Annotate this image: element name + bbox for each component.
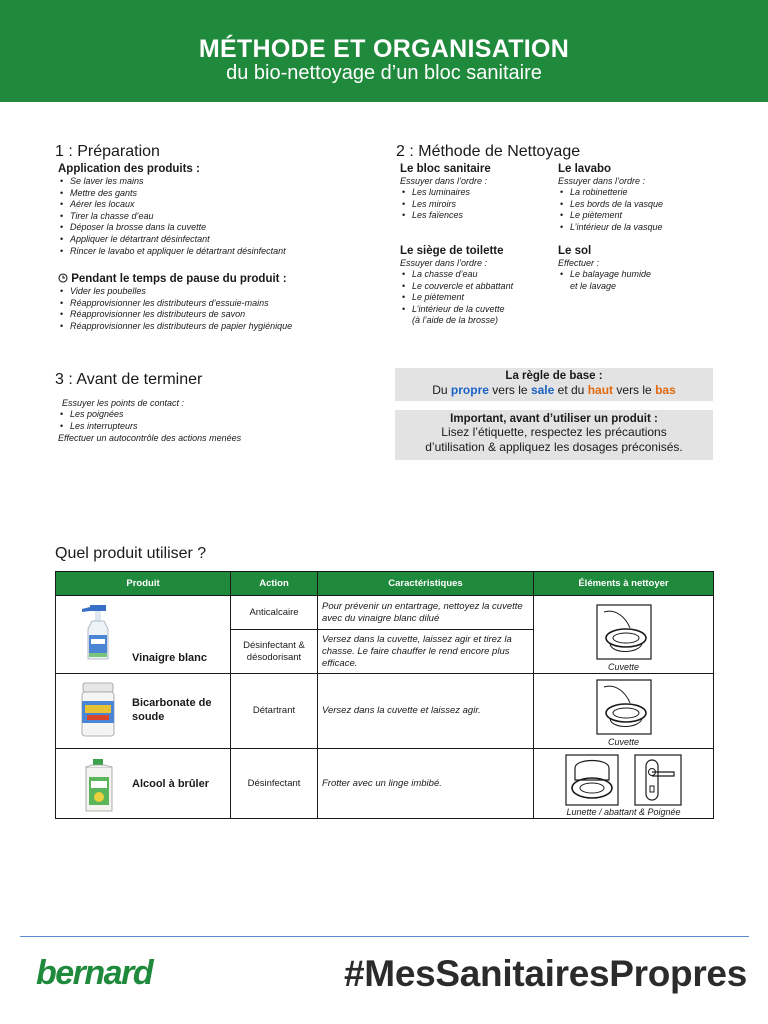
table-title: Quel produit utiliser ?: [55, 545, 207, 562]
action-cell: Désinfectant & désodorisant: [231, 630, 318, 674]
table-row: [56, 596, 714, 630]
products-table: [55, 571, 714, 819]
list-item: • Mettre des gants: [58, 188, 358, 200]
list-item: • La robinetterie: [558, 187, 718, 199]
product-cell: [56, 674, 231, 749]
list-item: • Réapprovisionner les distributeurs d’essuie-mains: [58, 298, 358, 310]
table-row: [56, 674, 714, 749]
important-line2: d’utilisation & appliquez les dosages préconisés.: [425, 440, 683, 454]
column-header: Action: [231, 572, 318, 596]
characteristics-cell: Versez dans la cuvette, laissez agir et tirez la chasse. Le faire chauffer le rend encore plus efficace.: [318, 630, 534, 674]
list-item: • Les miroirs: [400, 199, 550, 211]
page-subtitle: du bio-nettoyage d’un bloc sanitaire: [226, 62, 542, 84]
bloc-list: [400, 187, 550, 222]
list-item: • Tirer la chasse d’eau: [58, 211, 358, 223]
list-item: • Le balayage humide et le lavage: [558, 269, 718, 292]
siege-note: (à l’aide de la brosse): [412, 315, 499, 326]
list-item: • L’intérieur de la vasque: [558, 222, 718, 234]
list-item: • Les bords de la vasque: [558, 199, 718, 211]
list-item: • Déposer la brosse dans la cuvette: [58, 222, 358, 234]
element-cell: [534, 596, 714, 674]
table-row: [56, 749, 714, 819]
list-item: • La chasse d’eau: [400, 269, 550, 281]
product-name: Bicarbonate de soude: [132, 697, 212, 723]
list-item: • Rincer le lavabo et appliquer le détartrant désinfectant: [58, 246, 358, 258]
important-title: Important, avant d’utiliser un produit :: [450, 413, 658, 425]
footer-divider: [20, 936, 749, 937]
rule-title: La règle de base :: [505, 370, 603, 382]
column-header: Produit: [56, 572, 231, 596]
toilet-bowl-icon: [596, 604, 652, 660]
list-item: • Se laver les mains: [58, 176, 358, 188]
product-cell: [56, 749, 231, 819]
pause-title: Pendant le temps de pause du produit :: [71, 273, 287, 285]
alcohol-bottle-icon: [80, 757, 118, 813]
lavabo-title: Le lavabo: [558, 163, 612, 175]
characteristics-cell: Pour prévenir un entartrage, nettoyez la cuvette avec du vinaigre blanc dilué: [318, 596, 534, 630]
list-item: • Aérer les locaux: [58, 199, 358, 211]
list-item: • Vider les poubelles: [58, 286, 358, 298]
bloc-intro: Essuyer dans l’ordre :: [400, 176, 488, 186]
vinegar-bottle-icon: [80, 603, 120, 663]
bicarbonate-jar-icon: [78, 681, 118, 739]
door-handle-icon: [634, 754, 682, 806]
section3-footer: Effectuer un autocontrôle des actions menées: [58, 433, 242, 443]
lavabo-intro: Essuyer dans l’ordre :: [558, 176, 646, 186]
list-item: • Les luminaires: [400, 187, 550, 199]
toilet-seat-icon: [565, 754, 619, 806]
sol-intro: Effectuer :: [558, 258, 600, 268]
action-cell: Détartrant: [231, 674, 318, 749]
product-name: Vinaigre blanc: [132, 652, 207, 664]
hashtag: #MesSanitairesPropres: [344, 953, 747, 994]
toilet-bowl-icon: [596, 679, 652, 735]
application-list: [58, 176, 358, 257]
bloc-title: Le bloc sanitaire: [400, 163, 491, 175]
characteristics-cell: Frotter avec un linge imbibé.: [318, 749, 534, 819]
section3-list: [58, 409, 308, 432]
important-box: [395, 410, 713, 460]
section2-title: 2 : Méthode de Nettoyage: [396, 143, 581, 160]
section1-title: 1 : Préparation: [55, 143, 160, 160]
element-label: Lunette / abattant & Poignée: [566, 807, 681, 817]
element-label: Cuvette: [607, 661, 640, 672]
siege-title: Le siège de toilette: [400, 245, 504, 257]
rule-text: Du propre vers le sale et du haut vers le bas: [432, 383, 676, 397]
list-item: • Les interrupteurs: [58, 421, 308, 433]
siege-intro: Essuyer dans l’ordre :: [400, 258, 488, 268]
list-item: • Le piètement: [400, 292, 550, 304]
list-item: • Les poignées: [58, 409, 308, 421]
list-item: • Réapprovisionner les distributeurs de papier hygiénique: [58, 321, 358, 333]
characteristics-cell: Versez dans la cuvette et laissez agir.: [318, 674, 534, 749]
list-item: • Appliquer le détartrant désinfectant: [58, 234, 358, 246]
pause-heading: [58, 273, 287, 285]
pause-list: [58, 286, 358, 332]
element-label: Cuvette: [607, 737, 640, 747]
list-item: • Réapprovisionner les distributeurs de savon: [58, 309, 358, 321]
clock-icon: [58, 273, 68, 283]
rule-box: [395, 368, 713, 401]
list-item: • L’intérieur de la cuvette (à l’aide de la brosse): [400, 304, 550, 327]
brand-logo: bernard: [36, 954, 153, 992]
element-cell: [534, 674, 714, 749]
section3-intro: Essuyer les points de contact :: [62, 398, 185, 408]
important-line1: Lisez l’étiquette, respectez les précautions: [441, 425, 667, 439]
element-cell: [534, 749, 714, 819]
header-banner: [0, 0, 768, 102]
section3-title: 3 : Avant de terminer: [55, 371, 203, 388]
siege-list: [400, 269, 550, 327]
table-header-row: [56, 572, 714, 596]
product-name: Alcool à brûler: [132, 778, 210, 790]
list-item: • Les faïences: [400, 210, 550, 222]
lavabo-list: [558, 187, 718, 233]
list-item: • Le couvercle et abbattant: [400, 281, 550, 293]
element-icons: [535, 754, 712, 806]
list-item: • Le piètement: [558, 210, 718, 222]
page-title: MÉTHODE ET ORGANISATION: [198, 35, 570, 63]
action-cell: Anticalcaire: [231, 596, 318, 630]
product-cell: [56, 596, 231, 674]
sol-list: [558, 269, 718, 292]
column-header: Éléments à nettoyer: [534, 572, 714, 596]
action-cell: Désinfectant: [231, 749, 318, 819]
sol-title: Le sol: [558, 245, 592, 257]
application-title: Application des produits :: [58, 163, 200, 175]
column-header: Caractéristiques: [318, 572, 534, 596]
